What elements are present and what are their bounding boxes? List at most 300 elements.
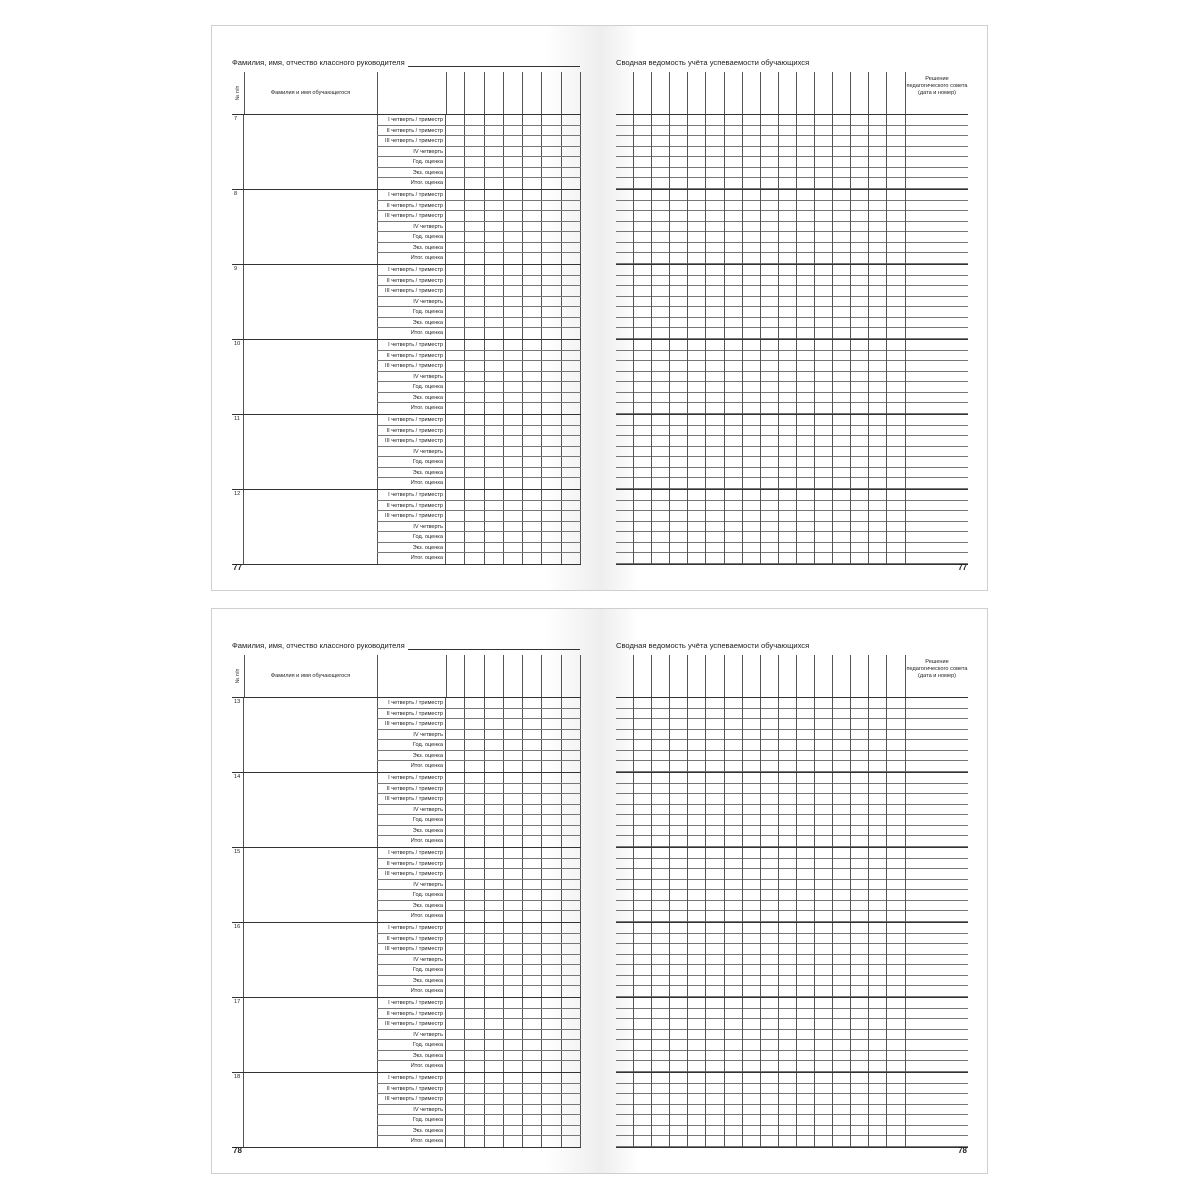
grade-cell[interactable] xyxy=(523,965,542,975)
grade-cell[interactable] xyxy=(543,1094,562,1104)
grade-cell[interactable] xyxy=(523,1051,542,1061)
grade-cell[interactable] xyxy=(543,1073,562,1083)
summary-cell-column[interactable] xyxy=(851,923,869,997)
summary-cell-column[interactable] xyxy=(761,265,779,339)
grade-cell[interactable] xyxy=(543,730,562,740)
grade-cell[interactable] xyxy=(504,751,523,761)
grade-cell[interactable] xyxy=(465,457,484,467)
summary-cell-column[interactable] xyxy=(779,265,797,339)
grade-cell[interactable] xyxy=(523,340,542,350)
grade-cell[interactable] xyxy=(465,126,484,136)
grade-cell[interactable] xyxy=(543,211,562,221)
grade-cell[interactable] xyxy=(523,986,542,997)
summary-cell-column[interactable] xyxy=(797,115,815,189)
grade-cell[interactable] xyxy=(562,382,581,392)
grade-cell[interactable] xyxy=(446,232,465,242)
summary-cell-column[interactable] xyxy=(634,190,652,264)
grade-cell[interactable] xyxy=(523,307,542,317)
grade-cell[interactable] xyxy=(543,222,562,232)
grade-cell[interactable] xyxy=(523,1105,542,1115)
summary-header-cell[interactable] xyxy=(634,655,652,697)
grade-cell[interactable] xyxy=(543,136,562,146)
grade-cell[interactable] xyxy=(562,805,581,815)
grade-cell[interactable] xyxy=(465,147,484,157)
summary-cell-column[interactable] xyxy=(815,698,833,772)
grade-cell[interactable] xyxy=(485,457,504,467)
grade-cell[interactable] xyxy=(485,730,504,740)
grade-cell[interactable] xyxy=(465,286,484,296)
grade-cell[interactable] xyxy=(446,815,465,825)
grade-cell[interactable] xyxy=(504,168,523,178)
grade-cell[interactable] xyxy=(543,794,562,804)
grade-cell[interactable] xyxy=(562,730,581,740)
summary-cell-column[interactable] xyxy=(815,115,833,189)
subject-header-cell[interactable] xyxy=(523,72,542,114)
grade-cell[interactable] xyxy=(523,751,542,761)
grade-cell[interactable] xyxy=(523,976,542,986)
grade-cell[interactable] xyxy=(504,361,523,371)
grade-cell[interactable] xyxy=(562,253,581,264)
summary-cell-column[interactable] xyxy=(616,923,634,997)
subject-header-cell[interactable] xyxy=(465,655,484,697)
grade-cell[interactable] xyxy=(562,1073,581,1083)
grade-cell[interactable] xyxy=(485,468,504,478)
summary-header-cell[interactable] xyxy=(670,655,688,697)
summary-cell-column[interactable] xyxy=(652,698,670,772)
grade-cell[interactable] xyxy=(504,880,523,890)
summary-cell-column[interactable] xyxy=(725,265,743,339)
summary-header-cell[interactable] xyxy=(779,655,797,697)
summary-cell-column[interactable] xyxy=(743,265,761,339)
summary-cell-column[interactable] xyxy=(833,773,851,847)
grade-cell[interactable] xyxy=(504,1019,523,1029)
summary-cell-column[interactable] xyxy=(670,265,688,339)
grade-cell[interactable] xyxy=(504,698,523,708)
grade-cell[interactable] xyxy=(465,1084,484,1094)
grade-cell[interactable] xyxy=(446,372,465,382)
grade-cell[interactable] xyxy=(504,934,523,944)
grade-cell[interactable] xyxy=(485,1040,504,1050)
grade-cell[interactable] xyxy=(562,848,581,858)
grade-cell[interactable] xyxy=(523,553,542,564)
grade-cell[interactable] xyxy=(504,382,523,392)
grade-cell[interactable] xyxy=(523,190,542,200)
summary-cell-column[interactable] xyxy=(888,923,906,997)
summary-cell-column[interactable] xyxy=(688,773,706,847)
summary-cell-column[interactable] xyxy=(616,340,634,414)
grade-cell[interactable] xyxy=(446,761,465,772)
grade-cell[interactable] xyxy=(523,901,542,911)
grade-cell[interactable] xyxy=(446,730,465,740)
summary-cell-column[interactable] xyxy=(761,490,779,564)
grade-cell[interactable] xyxy=(543,965,562,975)
grade-cell[interactable] xyxy=(523,490,542,500)
grade-cell[interactable] xyxy=(523,351,542,361)
grade-cell[interactable] xyxy=(446,848,465,858)
grade-cell[interactable] xyxy=(465,115,484,125)
summary-cell-column[interactable] xyxy=(616,1073,634,1147)
grade-cell[interactable] xyxy=(543,761,562,772)
grade-cell[interactable] xyxy=(562,157,581,167)
summary-cell-column[interactable] xyxy=(688,848,706,922)
grade-cell[interactable] xyxy=(485,805,504,815)
summary-cell-column[interactable] xyxy=(707,190,725,264)
grade-cell[interactable] xyxy=(465,532,484,542)
summary-cell-column[interactable] xyxy=(797,415,815,489)
grade-cell[interactable] xyxy=(504,351,523,361)
grade-cell[interactable] xyxy=(446,773,465,783)
summary-cell-column[interactable] xyxy=(725,698,743,772)
grade-cell[interactable] xyxy=(446,168,465,178)
grade-cell[interactable] xyxy=(562,265,581,275)
student-name-cell[interactable] xyxy=(244,848,378,922)
summary-cell-column[interactable] xyxy=(725,190,743,264)
grade-cell[interactable] xyxy=(562,1061,581,1072)
grade-cell[interactable] xyxy=(446,1061,465,1072)
grade-cell[interactable] xyxy=(562,998,581,1008)
student-name-cell[interactable] xyxy=(244,265,378,339)
summary-header-cell[interactable] xyxy=(707,655,725,697)
grade-cell[interactable] xyxy=(465,511,484,521)
grade-cell[interactable] xyxy=(465,372,484,382)
grade-cell[interactable] xyxy=(543,890,562,900)
grade-cell[interactable] xyxy=(543,382,562,392)
grade-cell[interactable] xyxy=(543,490,562,500)
summary-cell-column[interactable] xyxy=(707,265,725,339)
summary-cell-column[interactable] xyxy=(670,190,688,264)
grade-cell[interactable] xyxy=(465,901,484,911)
grade-cell[interactable] xyxy=(465,382,484,392)
summary-cell-column[interactable] xyxy=(815,923,833,997)
grade-cell[interactable] xyxy=(543,1126,562,1136)
grade-cell[interactable] xyxy=(543,328,562,339)
grade-cell[interactable] xyxy=(446,522,465,532)
grade-cell[interactable] xyxy=(446,1136,465,1147)
grade-cell[interactable] xyxy=(562,297,581,307)
grade-cell[interactable] xyxy=(465,190,484,200)
summary-cell-column[interactable] xyxy=(634,698,652,772)
grade-cell[interactable] xyxy=(465,222,484,232)
grade-cell[interactable] xyxy=(485,934,504,944)
summary-cell-column[interactable] xyxy=(869,1073,887,1147)
summary-header-cell[interactable] xyxy=(815,655,833,697)
grade-cell[interactable] xyxy=(562,190,581,200)
grade-cell[interactable] xyxy=(543,880,562,890)
summary-cell-column[interactable] xyxy=(869,773,887,847)
grade-cell[interactable] xyxy=(504,286,523,296)
grade-cell[interactable] xyxy=(446,859,465,869)
grade-cell[interactable] xyxy=(543,265,562,275)
grade-cell[interactable] xyxy=(562,490,581,500)
grade-cell[interactable] xyxy=(543,340,562,350)
grade-cell[interactable] xyxy=(543,1136,562,1147)
grade-cell[interactable] xyxy=(446,382,465,392)
grade-cell[interactable] xyxy=(562,372,581,382)
grade-cell[interactable] xyxy=(523,511,542,521)
grade-cell[interactable] xyxy=(485,243,504,253)
summary-header-cell[interactable] xyxy=(797,655,815,697)
grade-cell[interactable] xyxy=(523,1030,542,1040)
summary-cell-column[interactable] xyxy=(652,1073,670,1147)
grade-cell[interactable] xyxy=(465,751,484,761)
grade-cell[interactable] xyxy=(562,794,581,804)
grade-cell[interactable] xyxy=(446,976,465,986)
grade-cell[interactable] xyxy=(446,286,465,296)
grade-cell[interactable] xyxy=(543,426,562,436)
grade-cell[interactable] xyxy=(543,1105,562,1115)
grade-cell[interactable] xyxy=(465,276,484,286)
grade-cell[interactable] xyxy=(562,168,581,178)
grade-cell[interactable] xyxy=(523,157,542,167)
summary-cell-column[interactable] xyxy=(707,998,725,1072)
summary-cell-column[interactable] xyxy=(888,998,906,1072)
summary-cell-column[interactable] xyxy=(779,848,797,922)
grade-cell[interactable] xyxy=(562,328,581,339)
grade-cell[interactable] xyxy=(562,751,581,761)
grade-cell[interactable] xyxy=(523,393,542,403)
grade-cell[interactable] xyxy=(485,157,504,167)
grade-cell[interactable] xyxy=(465,890,484,900)
grade-cell[interactable] xyxy=(504,998,523,1008)
summary-header-cell[interactable] xyxy=(725,655,743,697)
grade-cell[interactable] xyxy=(543,415,562,425)
grade-cell[interactable] xyxy=(504,297,523,307)
grade-cell[interactable] xyxy=(485,168,504,178)
grade-cell[interactable] xyxy=(504,944,523,954)
grade-cell[interactable] xyxy=(543,393,562,403)
grade-cell[interactable] xyxy=(523,805,542,815)
grade-cell[interactable] xyxy=(465,740,484,750)
grade-cell[interactable] xyxy=(504,232,523,242)
grade-cell[interactable] xyxy=(562,836,581,847)
grade-cell[interactable] xyxy=(523,836,542,847)
grade-cell[interactable] xyxy=(485,773,504,783)
grade-cell[interactable] xyxy=(485,382,504,392)
summary-cell-column[interactable] xyxy=(815,265,833,339)
summary-cell-column[interactable] xyxy=(652,998,670,1072)
grade-cell[interactable] xyxy=(562,243,581,253)
summary-cell-column[interactable] xyxy=(851,773,869,847)
summary-header-cell[interactable] xyxy=(888,72,906,114)
grade-cell[interactable] xyxy=(504,1126,523,1136)
grade-cell[interactable] xyxy=(465,468,484,478)
grade-cell[interactable] xyxy=(465,1051,484,1061)
summary-cell-column[interactable] xyxy=(707,115,725,189)
grade-cell[interactable] xyxy=(446,965,465,975)
grade-cell[interactable] xyxy=(504,436,523,446)
grade-cell[interactable] xyxy=(485,1105,504,1115)
grade-cell[interactable] xyxy=(446,1030,465,1040)
subject-header-cell[interactable] xyxy=(485,655,504,697)
grade-cell[interactable] xyxy=(446,890,465,900)
summary-cell-column[interactable] xyxy=(761,773,779,847)
grade-cell[interactable] xyxy=(543,901,562,911)
summary-cell-column[interactable] xyxy=(725,1073,743,1147)
grade-cell[interactable] xyxy=(446,553,465,564)
grade-cell[interactable] xyxy=(523,468,542,478)
grade-cell[interactable] xyxy=(446,190,465,200)
grade-cell[interactable] xyxy=(504,911,523,922)
grade-cell[interactable] xyxy=(485,901,504,911)
grade-cell[interactable] xyxy=(446,318,465,328)
grade-cell[interactable] xyxy=(562,468,581,478)
grade-cell[interactable] xyxy=(465,1019,484,1029)
grade-cell[interactable] xyxy=(523,168,542,178)
summary-cell-column[interactable] xyxy=(725,115,743,189)
grade-cell[interactable] xyxy=(485,848,504,858)
student-name-cell[interactable] xyxy=(244,190,378,264)
summary-cell-column[interactable] xyxy=(888,848,906,922)
grade-cell[interactable] xyxy=(562,1105,581,1115)
grade-cell[interactable] xyxy=(504,1040,523,1050)
grade-cell[interactable] xyxy=(543,478,562,489)
summary-cell-column[interactable] xyxy=(797,190,815,264)
grade-cell[interactable] xyxy=(562,232,581,242)
grade-cell[interactable] xyxy=(543,115,562,125)
grade-cell[interactable] xyxy=(543,773,562,783)
summary-cell-column[interactable] xyxy=(743,848,761,922)
summary-cell-column[interactable] xyxy=(616,190,634,264)
summary-cell-column[interactable] xyxy=(688,490,706,564)
grade-cell[interactable] xyxy=(485,372,504,382)
grade-cell[interactable] xyxy=(523,890,542,900)
grade-cell[interactable] xyxy=(446,923,465,933)
grade-cell[interactable] xyxy=(504,986,523,997)
grade-cell[interactable] xyxy=(523,253,542,264)
summary-cell-column[interactable] xyxy=(707,1073,725,1147)
grade-cell[interactable] xyxy=(562,784,581,794)
summary-cell-column[interactable] xyxy=(616,848,634,922)
summary-cell-column[interactable] xyxy=(670,340,688,414)
summary-header-cell[interactable] xyxy=(761,655,779,697)
grade-cell[interactable] xyxy=(485,415,504,425)
grade-cell[interactable] xyxy=(504,965,523,975)
grade-cell[interactable] xyxy=(485,136,504,146)
grade-cell[interactable] xyxy=(562,201,581,211)
grade-cell[interactable] xyxy=(465,265,484,275)
grade-cell[interactable] xyxy=(523,815,542,825)
grade-cell[interactable] xyxy=(446,426,465,436)
grade-cell[interactable] xyxy=(523,126,542,136)
grade-cell[interactable] xyxy=(523,415,542,425)
summary-cell-column[interactable] xyxy=(707,698,725,772)
grade-cell[interactable] xyxy=(562,511,581,521)
summary-cell-column[interactable] xyxy=(815,190,833,264)
grade-cell[interactable] xyxy=(504,157,523,167)
summary-cell-column[interactable] xyxy=(833,190,851,264)
grade-cell[interactable] xyxy=(446,468,465,478)
grade-cell[interactable] xyxy=(543,998,562,1008)
grade-cell[interactable] xyxy=(562,1019,581,1029)
summary-cell-column[interactable] xyxy=(743,115,761,189)
grade-cell[interactable] xyxy=(543,1030,562,1040)
grade-cell[interactable] xyxy=(446,532,465,542)
grade-cell[interactable] xyxy=(523,848,542,858)
grade-cell[interactable] xyxy=(465,307,484,317)
grade-cell[interactable] xyxy=(485,815,504,825)
grade-cell[interactable] xyxy=(562,761,581,772)
summary-cell-column[interactable] xyxy=(725,998,743,1072)
grade-cell[interactable] xyxy=(485,426,504,436)
grade-cell[interactable] xyxy=(485,826,504,836)
summary-cell-column[interactable] xyxy=(616,265,634,339)
grade-cell[interactable] xyxy=(465,761,484,772)
summary-cell-column[interactable] xyxy=(670,923,688,997)
grade-cell[interactable] xyxy=(504,1030,523,1040)
grade-cell[interactable] xyxy=(446,501,465,511)
grade-cell[interactable] xyxy=(562,934,581,944)
summary-cell-column[interactable] xyxy=(761,923,779,997)
grade-cell[interactable] xyxy=(485,351,504,361)
grade-cell[interactable] xyxy=(562,1115,581,1125)
grade-cell[interactable] xyxy=(465,923,484,933)
grade-cell[interactable] xyxy=(562,501,581,511)
grade-cell[interactable] xyxy=(446,253,465,264)
grade-cell[interactable] xyxy=(543,826,562,836)
summary-cell-column[interactable] xyxy=(833,115,851,189)
summary-cell-column[interactable] xyxy=(869,115,887,189)
summary-cell-column[interactable] xyxy=(743,923,761,997)
student-name-cell[interactable] xyxy=(244,415,378,489)
grade-cell[interactable] xyxy=(504,403,523,414)
grade-cell[interactable] xyxy=(465,880,484,890)
grade-cell[interactable] xyxy=(543,157,562,167)
grade-cell[interactable] xyxy=(504,719,523,729)
summary-cell-column[interactable] xyxy=(670,1073,688,1147)
summary-cell-column[interactable] xyxy=(761,998,779,1072)
grade-cell[interactable] xyxy=(543,243,562,253)
grade-cell[interactable] xyxy=(504,340,523,350)
grade-cell[interactable] xyxy=(485,297,504,307)
summary-cell-column[interactable] xyxy=(688,1073,706,1147)
grade-cell[interactable] xyxy=(543,815,562,825)
grade-cell[interactable] xyxy=(562,944,581,954)
summary-cell-column[interactable] xyxy=(616,698,634,772)
grade-cell[interactable] xyxy=(523,382,542,392)
summary-cell-column[interactable] xyxy=(797,923,815,997)
grade-cell[interactable] xyxy=(562,553,581,564)
grade-cell[interactable] xyxy=(485,265,504,275)
summary-cell-column[interactable] xyxy=(779,115,797,189)
grade-cell[interactable] xyxy=(504,115,523,125)
summary-cell-column[interactable] xyxy=(888,773,906,847)
grade-cell[interactable] xyxy=(504,178,523,189)
summary-cell-column[interactable] xyxy=(670,698,688,772)
summary-header-cell[interactable] xyxy=(743,655,761,697)
grade-cell[interactable] xyxy=(523,709,542,719)
grade-cell[interactable] xyxy=(523,297,542,307)
grade-cell[interactable] xyxy=(446,157,465,167)
summary-cell-column[interactable] xyxy=(851,115,869,189)
grade-cell[interactable] xyxy=(504,501,523,511)
summary-cell-column[interactable] xyxy=(888,190,906,264)
summary-cell-column[interactable] xyxy=(688,415,706,489)
grade-cell[interactable] xyxy=(465,869,484,879)
grade-cell[interactable] xyxy=(504,553,523,564)
grade-cell[interactable] xyxy=(523,730,542,740)
grade-cell[interactable] xyxy=(446,211,465,221)
grade-cell[interactable] xyxy=(485,253,504,264)
grade-cell[interactable] xyxy=(485,890,504,900)
grade-cell[interactable] xyxy=(523,222,542,232)
summary-cell-column[interactable] xyxy=(815,848,833,922)
summary-cell-column[interactable] xyxy=(634,265,652,339)
grade-cell[interactable] xyxy=(446,136,465,146)
grade-cell[interactable] xyxy=(465,201,484,211)
summary-header-cell[interactable] xyxy=(725,72,743,114)
grade-cell[interactable] xyxy=(523,328,542,339)
summary-cell-column[interactable] xyxy=(869,415,887,489)
